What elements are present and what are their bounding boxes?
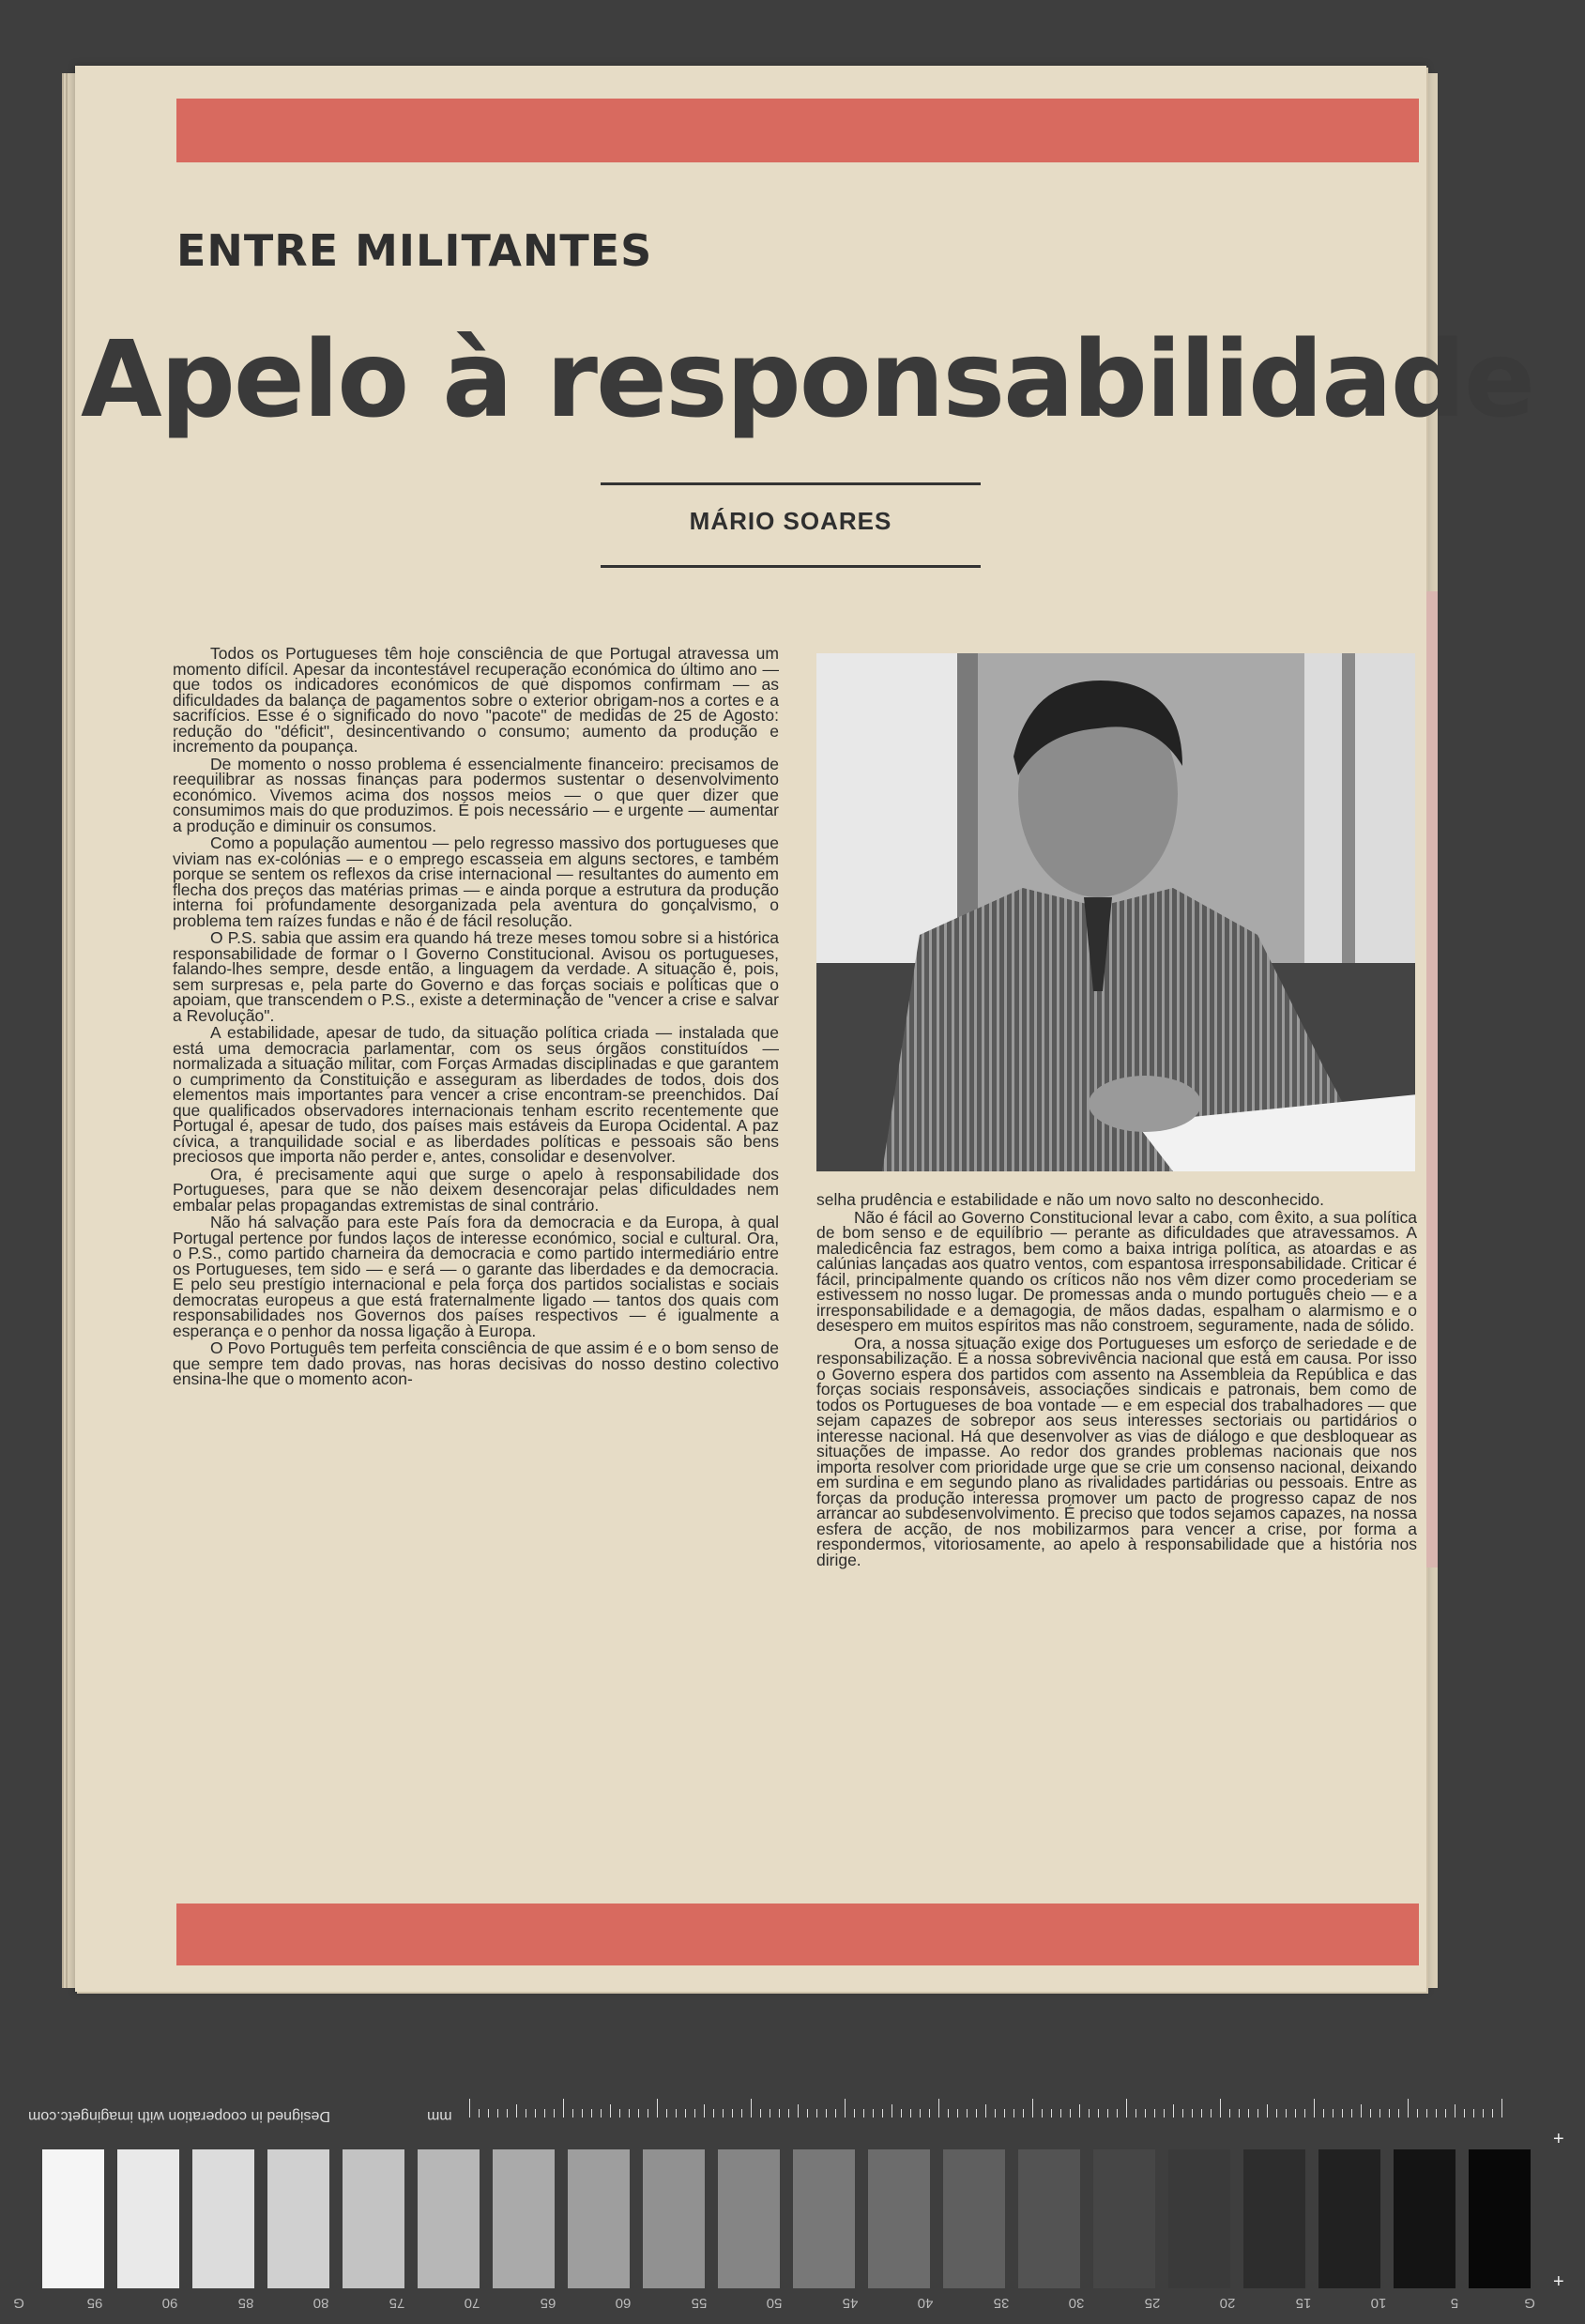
gray-swatch [117,2149,179,2288]
gray-swatch [568,2149,630,2288]
calibration-number: 10 [1370,2295,1387,2311]
gray-swatch [1018,2149,1080,2288]
scale-unit: mm [427,2108,452,2124]
paragraph: Todos os Portugueses têm hoje consciência de que Portugal atravessa um momento difícil. Apesar da incontestável recuperação económica do último ano — que todos os indicadores económicos de que dispomos confirmam — as dificuldades da balança de pagamentos sobre o exterior obrigam-nos a cortes e a sacrifícios. Esse é o significado do novo "pacote" de medidas de 25 de Agosto: redução do "déficit", desincentivando o consumo; aumento da produção e incremento da poupança. [173,644,779,756]
calibration-number: 90 [161,2295,178,2311]
calibration-number: 75 [389,2295,404,2311]
calibration-number: G [13,2295,24,2311]
registration-mark: + [1553,2271,1564,2292]
gray-swatch [1469,2149,1531,2288]
gray-swatch [1093,2149,1155,2288]
paragraph: A estabilidade, apesar de tudo, da situação política criada — instalada que está uma democracia parlamentar, com os seus órgãos constituídos — normalizada a situação militar, com Forças Armadas disciplinadas e que garantem o cumprimento da Constituição e asseguram as liberdades de todos, dois dos elementos mais importantes para vencer a crise encontram-se preenchidos. Daí que qualificados observadores internacionais tenham escrito recentemente que Portugal é, apesar de tudo, dos países mais estáveis da Europa Ocidental. A paz cívica, a tranquilidade social e as liberdades políticas e pessoais são bens preciosos que importa não perder e, antes, consolidar e desenvolver. [173,1023,779,1166]
gray-swatch [718,2149,780,2288]
gray-swatch [418,2149,480,2288]
calibration-number: 15 [1295,2295,1311,2311]
gray-swatch [943,2149,1005,2288]
author-rule-top [601,482,981,485]
paragraph: Não é fácil ao Governo Constitucional levar a cabo, com êxito, a sua política de bom senso e de equilíbrio — perante as dificuldades que atravessamos. A maledicência faz estragos, bem como a baixa intriga política, as atoardas e as calúnias lançadas aos quatro ventos, com espantosa irresponsabilidade. Criticar é fácil, principalmente quando os críticos não nos vêm dizer como procederiam se estivessem no nosso lugar. De promessas anda o mundo português cheio — e a irresponsabilidade e a demagogia, de mãos dadas, espalham o alarmismo e o desespero em muitos espíritos mas não constroem, seguramente, nada de sólido. [816,1207,1417,1335]
calibration-number: 45 [842,2295,858,2311]
gray-swatch [343,2149,404,2288]
calibration-number: 20 [1219,2295,1236,2311]
bottom-red-band [176,1904,1419,1965]
headline: Apelo à responsabilidade [81,319,1533,441]
gray-swatch [267,2149,329,2288]
top-red-band [176,99,1419,162]
author-photo [816,653,1415,1171]
paragraph: Como a população aumentou — pelo regresso massivo dos portugueses que viviam nas ex-colónias — e o emprego escasseia em alguns sectores, e também porque se sentem os reflexos da crise internacional — resultantes do aumento em flecha dos preços das matérias primas — e ainda porque a estrutura da produção interna foi profundamente desorganizada pela aventura do gonçalvismo, o problema tem raízes fundas e não é de fácil resolução. [173,833,779,930]
gray-swatch [643,2149,705,2288]
calibration-credit: Designed in cooperation with imagingetc.com [28,2108,330,2124]
calibration-number: 55 [691,2295,707,2311]
newspaper-page [75,66,1533,1992]
calibration-number: G [1524,2295,1535,2311]
author-rule-bottom [601,565,981,568]
gray-swatch [793,2149,855,2288]
paragraph: De momento o nosso problema é essencialmente financeiro: precisamos de reequilibrar as nossas finanças para podermos sustentar o desenvolvimento económico. Vivemos acima dos nossos meios — o que quer dizer que consumimos mais do que produzimos. É pois necessário — e urgente — aumentar a produção e diminuir os consumos. [173,754,779,835]
calibration-number: 85 [237,2295,253,2311]
calibration-number: 35 [993,2295,1009,2311]
gray-swatch [1168,2149,1230,2288]
paragraph: O P.S. sabia que assim era quando há treze meses tomou sobre si a histórica responsabilidade de formar o I Governo Constitucional. Avisou os portugueses, falando-lhes sempre, desde então, a linguagem da verdade. A situação é, pois, sem surpresas e, pela parte do Governo e das forças sociais e políticas que o apoiam, que transcendem o P.S., existe a determinação de "vencer a crise e salvar a Revolução". [173,928,779,1025]
gray-swatch [1394,2149,1455,2288]
calibration-number: 95 [86,2295,102,2311]
calibration-number: 5 [1450,2295,1458,2311]
paragraph: O Povo Português tem perfeita consciência de que assim é e o bom senso de que sempre tem dado provas, nas horas decisivas do nosso destino colectivo ensina-lhe que o momento acon- [173,1338,779,1388]
calibration-number: 65 [540,2295,556,2311]
gray-swatch [1318,2149,1380,2288]
gray-swatch [1243,2149,1305,2288]
section-label: ENTRE MILITANTES [176,225,653,276]
gray-swatch [42,2149,104,2288]
calibration-number: 50 [766,2295,783,2311]
article-left-column [173,646,779,1389]
paragraph: Ora, a nossa situação exige dos Portugueses um esforço de seriedade e de responsabilização. É a nossa sobrevivência nacional que está em causa. Por isso o Governo espera dos partidos com assento na Assembleia da República e das forças sociais responsáveis, associações sindicais e patronais, bem como de todos os Portugueses de boa vontade — e em especial dos trabalhadores — que sejam capazes de sobrepor aos seus interesses sectoriais ou partidários o interesse nacional. Há que desenvolver as vias de diálogo e que desbloquear as situações de impasse. Ao redor dos grandes problemas nacionais que nos importa resolver com prioridade urge que se crie um consenso nacional, deixando em surdina e em segundo plano as rivalidades partidárias ou pessoais. Entre as forças da produção interessa promover um pacto de progresso capaz de nos arrancar ao subdesenvolvimento. É preciso que todos sejamos capazes, na nossa esfera de acção, de nos mobilizarmos para vencer a crise, por forma a respondermos, vitoriosamente, ao apelo à responsabilidade que a história nos dirige. [816,1333,1417,1569]
gray-swatch [868,2149,930,2288]
calibration-number: 40 [917,2295,934,2311]
calibration-number: 25 [1144,2295,1160,2311]
paragraph-continuation: selha prudência e estabilidade e não um novo salto no desconhecido. [816,1190,1324,1209]
paragraph: Não há salvação para este País fora da democracia e da Europa, à qual Portugal pertence por fundos laços de interesse económico, social e cultural. Ora, o P.S., como partido charneira da democracia e como partido intermediário entre os Portugueses, tem sido — e será — o garante das liberdades e da democracia. E pelo seu prestígio internacional e pela força dos partidos socialistas e sociais democratas europeus a que está fraternalmente ligado — tantos dos quais com responsabilidades nos Governos dos países respectivos — é igualmente a esperança e o penhor da nossa ligação à Europa. [173,1213,779,1340]
calibration-number: 30 [1068,2295,1085,2311]
paragraph: Ora, é precisamente aqui que surge o apelo à responsabilidade dos Portugueses, para que se não deixem desencorajar pelas dificuldades nem embalar pelas propagandas extremistas de sinal contrário. [173,1164,779,1215]
gray-swatch [192,2149,254,2288]
calibration-number: 60 [615,2295,632,2311]
author-byline: MÁRIO SOARES [689,507,892,535]
millimeter-scale [469,2099,1511,2118]
gray-swatch [493,2149,555,2288]
calibration-number: 70 [464,2295,480,2311]
calibration-number: 80 [312,2295,329,2311]
article-right-column [816,1192,1417,1569]
registration-mark: + [1553,2129,1564,2149]
